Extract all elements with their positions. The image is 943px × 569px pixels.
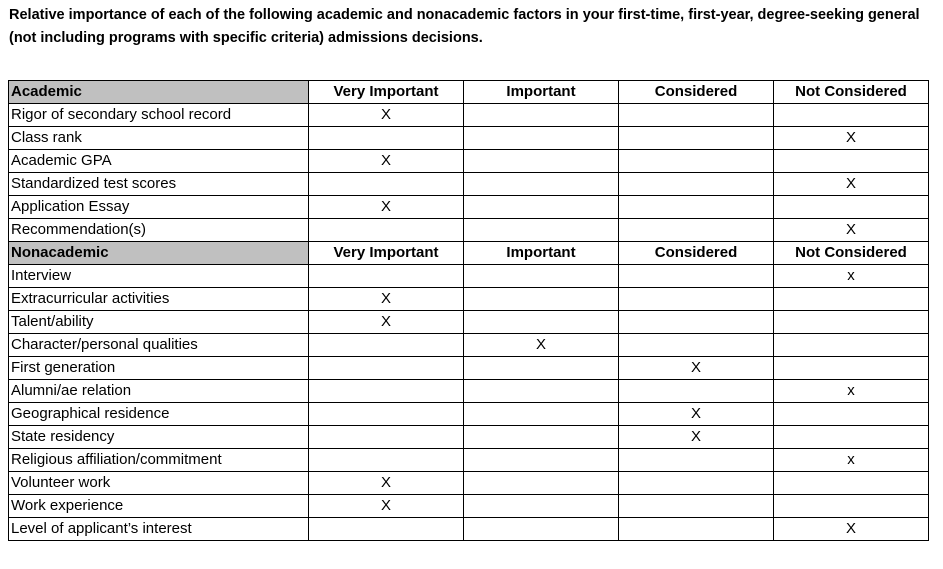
importance-mark-cell <box>774 288 929 311</box>
table-row <box>9 518 929 541</box>
importance-mark-cell: X <box>309 472 464 495</box>
importance-mark-cell <box>619 265 774 288</box>
importance-mark-cell <box>309 219 464 242</box>
column-header: Considered <box>619 242 774 265</box>
table-row <box>9 196 929 219</box>
admission-factors-table <box>8 80 929 541</box>
importance-mark-cell <box>309 173 464 196</box>
factor-label: Interview <box>9 265 309 288</box>
importance-mark-cell <box>464 380 619 403</box>
column-header: Very Important <box>309 242 464 265</box>
factor-label: Talent/ability <box>9 311 309 334</box>
importance-mark-cell: X <box>619 403 774 426</box>
table-row <box>9 127 929 150</box>
importance-mark-cell <box>309 518 464 541</box>
table-row <box>9 495 929 518</box>
table-row <box>9 426 929 449</box>
section-heading: Nonacademic <box>9 242 309 265</box>
importance-mark-cell <box>619 449 774 472</box>
importance-mark-cell <box>464 472 619 495</box>
table-row <box>9 288 929 311</box>
column-header: Important <box>464 242 619 265</box>
importance-mark-cell <box>619 380 774 403</box>
table-row <box>9 403 929 426</box>
importance-mark-cell <box>464 518 619 541</box>
table-row <box>9 472 929 495</box>
importance-mark-cell <box>619 173 774 196</box>
section-header-row <box>9 81 929 104</box>
table-row <box>9 380 929 403</box>
importance-mark-cell <box>774 357 929 380</box>
importance-mark-cell <box>309 449 464 472</box>
importance-mark-cell <box>309 334 464 357</box>
importance-mark-cell <box>619 472 774 495</box>
importance-mark-cell <box>774 150 929 173</box>
factor-label: Class rank <box>9 127 309 150</box>
importance-mark-cell <box>619 311 774 334</box>
importance-mark-cell: X <box>774 219 929 242</box>
importance-mark-cell: X <box>619 426 774 449</box>
importance-mark-cell <box>464 104 619 127</box>
factor-label: Application Essay <box>9 196 309 219</box>
importance-mark-cell <box>464 265 619 288</box>
importance-mark-cell <box>309 403 464 426</box>
importance-mark-cell <box>464 127 619 150</box>
importance-mark-cell: X <box>309 150 464 173</box>
importance-mark-cell <box>309 127 464 150</box>
column-header: Very Important <box>309 81 464 104</box>
importance-mark-cell: X <box>309 104 464 127</box>
importance-mark-cell <box>464 219 619 242</box>
column-header: Important <box>464 81 619 104</box>
importance-mark-cell <box>774 104 929 127</box>
factor-label: Rigor of secondary school record <box>9 104 309 127</box>
table-row <box>9 334 929 357</box>
importance-mark-cell <box>774 311 929 334</box>
importance-mark-cell <box>309 357 464 380</box>
factor-label: First generation <box>9 357 309 380</box>
factor-label: Work experience <box>9 495 309 518</box>
importance-mark-cell: X <box>309 311 464 334</box>
table-row <box>9 173 929 196</box>
importance-mark-cell <box>309 265 464 288</box>
importance-mark-cell <box>619 196 774 219</box>
factor-label: Volunteer work <box>9 472 309 495</box>
factor-label: Recommendation(s) <box>9 219 309 242</box>
page-title: Relative importance of each of the following academic and nonacademic factors in your first-time, first-year, degree-seeking general (not including programs with specific criteria) admissions decisions. <box>9 7 920 46</box>
importance-mark-cell <box>619 288 774 311</box>
importance-mark-cell <box>774 472 929 495</box>
table-row <box>9 150 929 173</box>
factor-label: Level of applicant’s interest <box>9 518 309 541</box>
section-header-row <box>9 242 929 265</box>
importance-mark-cell: x <box>774 449 929 472</box>
importance-mark-cell <box>774 495 929 518</box>
table-row <box>9 449 929 472</box>
importance-mark-cell <box>309 426 464 449</box>
importance-mark-cell: X <box>774 518 929 541</box>
factor-label: Academic GPA <box>9 150 309 173</box>
table-row <box>9 219 929 242</box>
importance-mark-cell <box>619 495 774 518</box>
importance-mark-cell <box>464 449 619 472</box>
importance-mark-cell <box>619 518 774 541</box>
table-row <box>9 265 929 288</box>
factor-label: Character/personal qualities <box>9 334 309 357</box>
importance-mark-cell: X <box>309 495 464 518</box>
importance-mark-cell <box>309 380 464 403</box>
factor-label: Religious affiliation/commitment <box>9 449 309 472</box>
importance-mark-cell <box>619 334 774 357</box>
table-row <box>9 357 929 380</box>
importance-mark-cell <box>464 196 619 219</box>
importance-mark-cell: X <box>774 127 929 150</box>
importance-mark-cell <box>619 104 774 127</box>
importance-mark-cell: X <box>309 196 464 219</box>
factor-label: Standardized test scores <box>9 173 309 196</box>
importance-mark-cell: X <box>464 334 619 357</box>
importance-mark-cell <box>464 357 619 380</box>
section-heading: Academic <box>9 81 309 104</box>
importance-mark-cell: X <box>309 288 464 311</box>
importance-mark-cell <box>619 219 774 242</box>
factor-label: State residency <box>9 426 309 449</box>
factor-label: Extracurricular activities <box>9 288 309 311</box>
column-header: Not Considered <box>774 81 929 104</box>
importance-mark-cell <box>464 288 619 311</box>
table-row <box>9 104 929 127</box>
importance-mark-cell <box>464 311 619 334</box>
importance-mark-cell <box>464 150 619 173</box>
importance-mark-cell <box>774 334 929 357</box>
importance-mark-cell <box>464 426 619 449</box>
importance-mark-cell: x <box>774 380 929 403</box>
importance-mark-cell <box>464 495 619 518</box>
factor-label: Geographical residence <box>9 403 309 426</box>
importance-mark-cell <box>464 173 619 196</box>
table-row <box>9 311 929 334</box>
importance-mark-cell <box>774 196 929 219</box>
column-header: Considered <box>619 81 774 104</box>
column-header: Not Considered <box>774 242 929 265</box>
importance-mark-cell: X <box>774 173 929 196</box>
importance-mark-cell <box>774 426 929 449</box>
importance-mark-cell <box>774 403 929 426</box>
importance-mark-cell <box>464 403 619 426</box>
importance-mark-cell: x <box>774 265 929 288</box>
importance-mark-cell: X <box>619 357 774 380</box>
importance-mark-cell <box>619 127 774 150</box>
factor-label: Alumni/ae relation <box>9 380 309 403</box>
importance-mark-cell <box>619 150 774 173</box>
